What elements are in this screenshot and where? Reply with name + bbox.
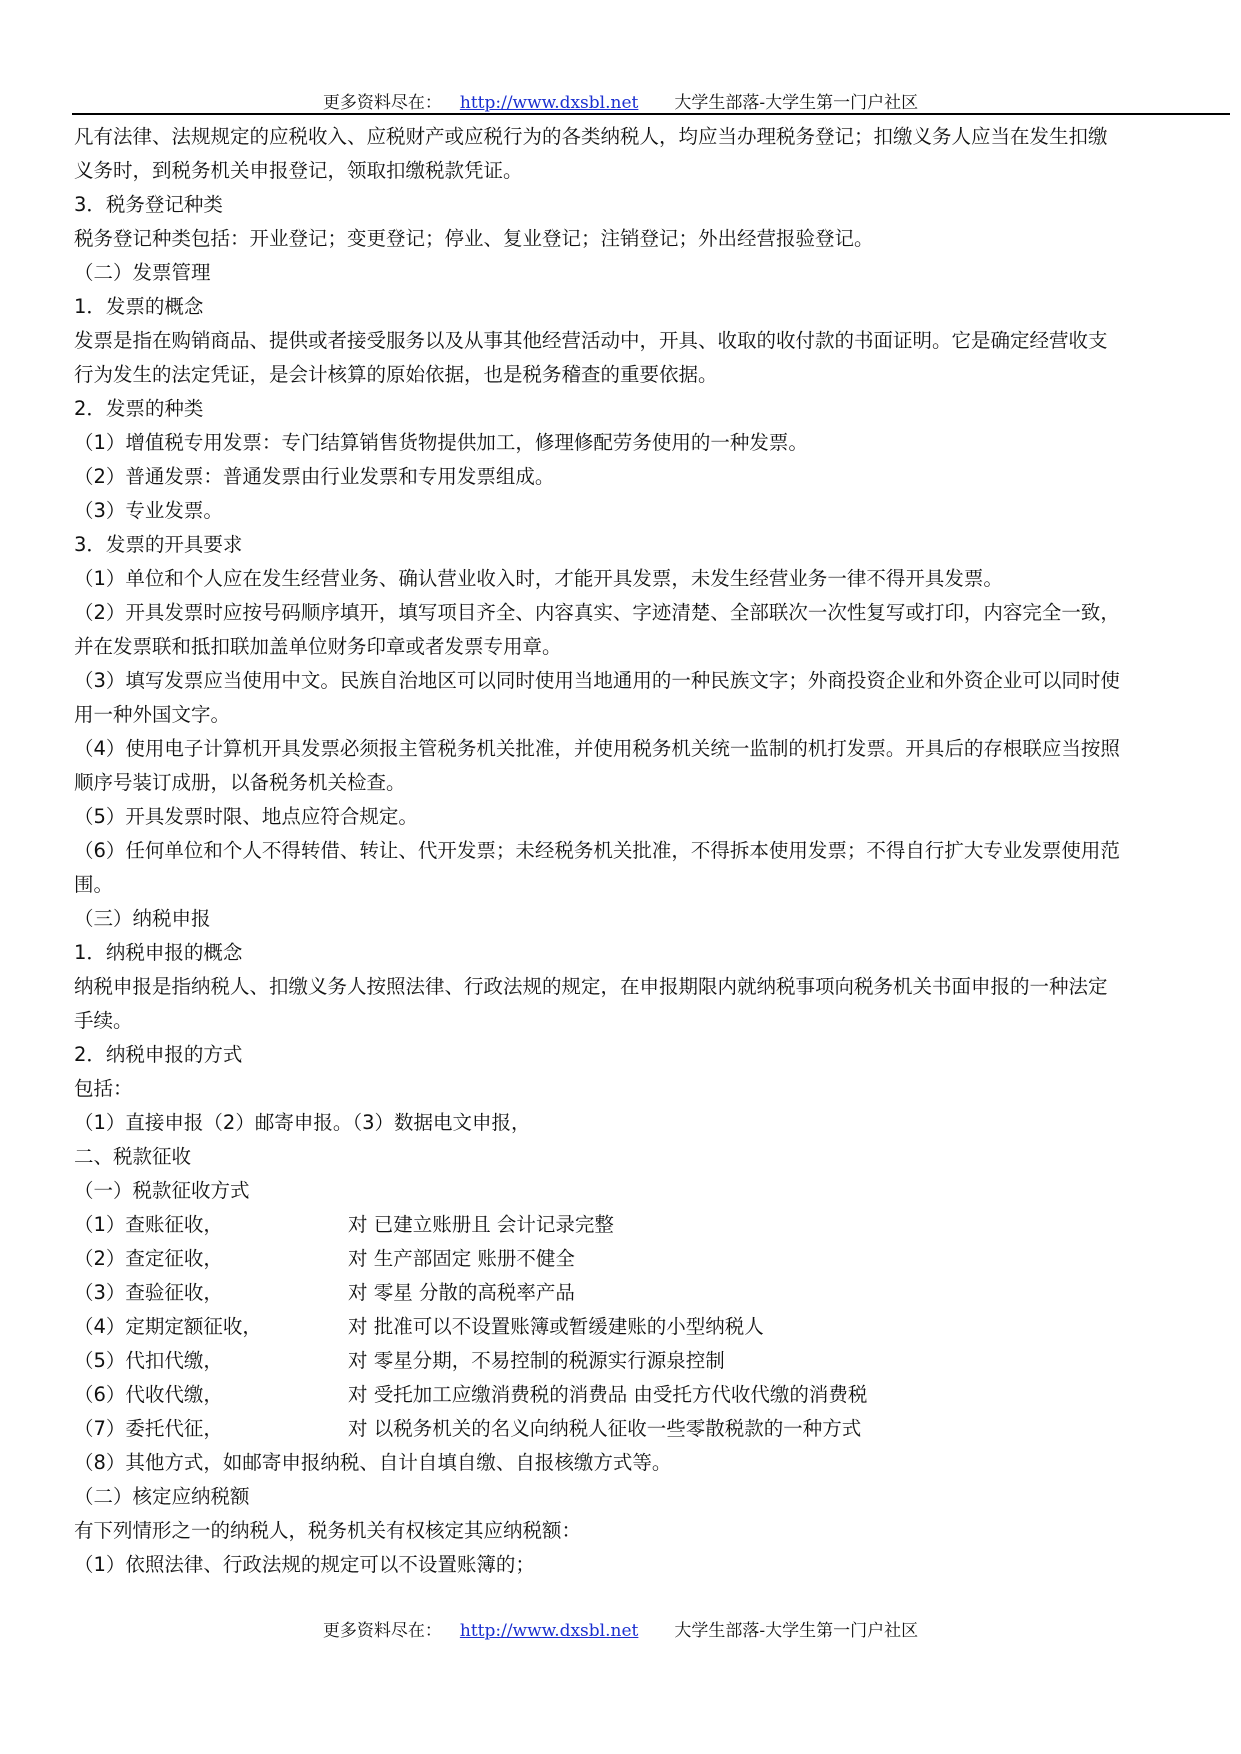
method-target: 对 以税务机关的名义向纳税人征收一些零散税款的一种方式 <box>348 1417 862 1440</box>
text-line: （2）普通发票：普通发票由行业发票和专用发票组成。 <box>74 465 555 488</box>
text-line: 2．纳税申报的方式 <box>74 1043 243 1066</box>
text-line: 纳税申报是指纳税人、扣缴义务人按照法律、行政法规的规定，在申报期限内就纳税事项向税务机关书面申报的一种法定 <box>74 975 1108 998</box>
footer-link[interactable]: http://www.dxsbl.net <box>459 1621 639 1641</box>
text-line: 3．税务登记种类 <box>74 193 223 216</box>
text-line: （3）专业发票。 <box>74 499 223 522</box>
text-line: 并在发票联和抵扣联加盖单位财务印章或者发票专用章。 <box>74 635 562 658</box>
text-line: （三）纳税申报 <box>74 907 211 930</box>
text-line: 顺序号装订成册，以备税务机关检查。 <box>74 771 406 794</box>
method-name: （5）代扣代缴， <box>74 1349 223 1372</box>
footer-prefix: 更多资料尽在： <box>322 1621 442 1641</box>
text-line: （8）其他方式，如邮寄申报纳税、自计自填自缴、自报核缴方式等。 <box>74 1451 672 1474</box>
page-footer <box>0 1616 1241 1641</box>
text-line: 发票是指在购销商品、提供或者接受服务以及从事其他经营活动中，开具、收取的收付款的书面证明。它是确定经营收支 <box>74 329 1108 352</box>
method-name: （1）查账征收， <box>74 1213 223 1236</box>
text-line: （5）开具发票时限、地点应符合规定。 <box>74 805 418 828</box>
text-line: （2）开具发票时应按号码顺序填开，填写项目齐全、内容真实、字迹清楚、全部联次一次性复写或打印，内容完全一致， <box>74 601 1120 624</box>
text-line: （1）增值税专用发票：专门结算销售货物提供加工，修理修配劳务使用的一种发票。 <box>74 431 808 454</box>
text-line: （一）税款征收方式 <box>74 1179 250 1202</box>
header-prefix: 更多资料尽在： <box>322 93 442 113</box>
method-target: 对 已建立账册且 会计记录完整 <box>348 1213 614 1236</box>
tail-lines <box>74 1446 1230 1582</box>
page-header <box>0 88 1241 113</box>
collection-method-row <box>74 1242 1230 1276</box>
collection-method-row <box>74 1310 1230 1344</box>
text-line: 手续。 <box>74 1009 133 1032</box>
text-line: 二、税款征收 <box>74 1145 192 1168</box>
text-line: 行为发生的法定凭证，是会计核算的原始依据，也是税务稽查的重要依据。 <box>74 363 718 386</box>
text-line: （1）直接申报（2）邮寄申报。（3）数据电文申报， <box>74 1111 531 1134</box>
text-line: 2．发票的种类 <box>74 397 204 420</box>
text-line: 有下列情形之一的纳税人，税务机关有权核定其应纳税额： <box>74 1519 582 1542</box>
footer-site-name: 大学生部落-大学生第一门户社区 <box>674 1621 919 1641</box>
collection-method-row <box>74 1378 1230 1412</box>
method-target: 对 受托加工应缴消费税的消费品 由受托方代收代缴的消费税 <box>348 1383 868 1406</box>
collection-methods-list <box>74 1208 1230 1446</box>
method-name: （3）查验征收， <box>74 1281 223 1304</box>
text-line: 税务登记种类包括：开业登记；变更登记；停业、复业登记；注销登记；外出经营报验登记。 <box>74 227 874 250</box>
method-name: （6）代收代缴， <box>74 1383 223 1406</box>
text-line: 凡有法律、法规规定的应税收入、应税财产或应税行为的各类纳税人，均应当办理税务登记；扣缴义务人应当在发生扣缴 <box>74 125 1108 148</box>
method-name: （4）定期定额征收， <box>74 1315 262 1338</box>
paragraph-lines <box>74 120 1230 1208</box>
header-link[interactable]: http://www.dxsbl.net <box>459 93 639 113</box>
method-name: （7）委托代征， <box>74 1417 223 1440</box>
text-line: （二）核定应纳税额 <box>74 1485 250 1508</box>
text-line: 包括： <box>74 1077 133 1100</box>
method-name: （2）查定征收， <box>74 1247 223 1270</box>
text-line: （3）填写发票应当使用中文。民族自治地区可以同时使用当地通用的一种民族文字；外商投资企业和外资企业可以同时使 <box>74 669 1120 692</box>
collection-method-row <box>74 1412 1230 1446</box>
text-line: 义务时，到税务机关申报登记，领取扣缴税款凭证。 <box>74 159 523 182</box>
method-target: 对 零星分期，不易控制的税源实行源泉控制 <box>348 1349 725 1372</box>
collection-method-row <box>74 1208 1230 1242</box>
text-line: 围。 <box>74 873 114 896</box>
method-target: 对 批准可以不设置账簿或暂缓建账的小型纳税人 <box>348 1315 764 1338</box>
header-divider <box>72 113 1230 115</box>
text-line: （6）任何单位和个人不得转借、转让、代开发票；未经税务机关批准，不得拆本使用发票；不得自行扩大专业发票使用范 <box>74 839 1120 862</box>
method-target: 对 生产部固定 账册不健全 <box>348 1247 575 1270</box>
collection-method-row <box>74 1276 1230 1310</box>
text-line: （4）使用电子计算机开具发票必须报主管税务机关批准，并使用税务机关统一监制的机打发票。开具后的存根联应当按照 <box>74 737 1120 760</box>
collection-method-row <box>74 1344 1230 1378</box>
header-site-name: 大学生部落-大学生第一门户社区 <box>674 93 919 113</box>
text-line: （二）发票管理 <box>74 261 211 284</box>
text-line: （1）依照法律、行政法规的规定可以不设置账簿的； <box>74 1553 535 1576</box>
document-body <box>74 120 1230 1582</box>
text-line: 1．纳税申报的概念 <box>74 941 243 964</box>
method-target: 对 零星 分散的高税率产品 <box>348 1281 575 1304</box>
text-line: （1）单位和个人应在发生经营业务、确认营业收入时，才能开具发票，未发生经营业务一律不得开具发票。 <box>74 567 1003 590</box>
text-line: 1．发票的概念 <box>74 295 204 318</box>
text-line: 3．发票的开具要求 <box>74 533 243 556</box>
text-line: 用一种外国文字。 <box>74 703 231 726</box>
